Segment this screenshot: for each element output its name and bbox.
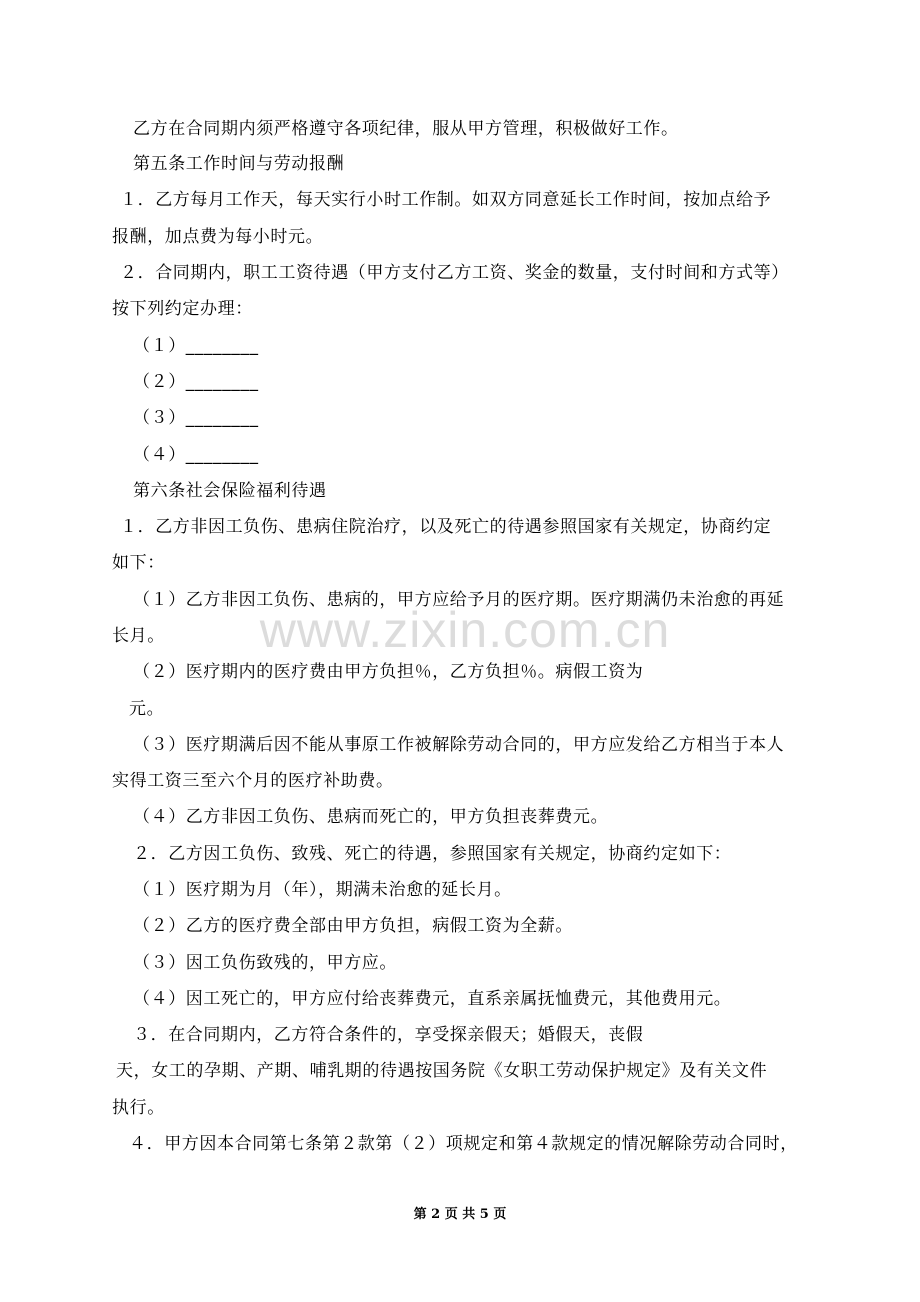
paragraph-line: （２）医疗期内的医疗费由甲方负担％，乙方负担％。病假工资为 (133, 662, 644, 682)
paragraph-line: （４）乙方非因工负伤、患病而死亡的，甲方负担丧葬费元。 (133, 807, 609, 827)
paragraph-line: 报酬，加点费为每小时元。 (112, 227, 324, 247)
paragraph-line: （２）乙方的医疗费全部由甲方负担，病假工资为全薪。 (133, 916, 573, 936)
paragraph-line: 执行。 (112, 1098, 165, 1118)
paragraph-line: 如下： (112, 553, 165, 573)
section-heading: 第六条社会保险福利待遇 (133, 481, 327, 501)
paragraph-line: 按下列约定办理： (112, 299, 253, 319)
paragraph-line: （１）医疗期为月（年），期满未治愈的延长月。 (133, 880, 512, 900)
section-heading: 第五条工作时间与劳动报酬 (133, 154, 345, 174)
paragraph-line: 长月。 (112, 626, 165, 646)
paragraph-line: １．乙方非因工负伤、患病住院治疗，以及死亡的待遇参照国家有关规定，协商约定 (120, 517, 772, 537)
paragraph-line: 乙方在合同期内须严格遵守各项纪律，服从甲方管理，积极做好工作。 (133, 119, 679, 139)
page-number: 第 2 页 共 5 页 (413, 1207, 507, 1222)
blank-item-3: （３）________ (133, 408, 259, 428)
blank-item-4: （４）________ (133, 445, 259, 465)
watermark: www.zixin.com.cn (259, 602, 671, 658)
paragraph-line: ２．合同期内，职工工资待遇（甲方支付乙方工资、奖金的数量，支付时间和方式等） (120, 263, 789, 283)
blank-item-1: （１）________ (133, 336, 259, 356)
paragraph-line: （１）乙方非因工负伤、患病的，甲方应给予月的医疗期。医疗期满仍未治愈的再延 (133, 590, 785, 610)
paragraph-line: １．乙方每月工作天，每天实行小时工作制。如双方同意延长工作时间，按加点给予 (120, 190, 772, 210)
paragraph-line: 元。 (129, 699, 165, 719)
paragraph-line: 天，女工的孕期、产期、哺乳期的待遇按国务院《女职工劳动保护规定》及有关文件 (116, 1061, 768, 1081)
paragraph-line: ４．甲方因本合同第七条第２款第（２）项规定和第４款规定的情况解除劳动合同时， (129, 1134, 798, 1154)
paragraph-line: （３）医疗期满后因不能从事原工作被解除劳动合同的，甲方应发给乙方相当于本人 (133, 735, 785, 755)
blank-item-2: （２）________ (133, 372, 259, 392)
paragraph-line: ３．在合同期内，乙方符合条件的，享受探亲假天；婚假天，丧假 (133, 1025, 644, 1045)
paragraph-line: （４）因工死亡的，甲方应付给丧葬费元，直系亲属抚恤费元，其他费用元。 (133, 989, 732, 1009)
paragraph-line: ２．乙方因工负伤、致残、死亡的待遇，参照国家有关规定，协商约定如下： (133, 844, 732, 864)
paragraph-line: （３）因工负伤致残的，甲方应。 (133, 953, 397, 973)
paragraph-line: 实得工资三至六个月的医疗补助费。 (112, 771, 394, 791)
